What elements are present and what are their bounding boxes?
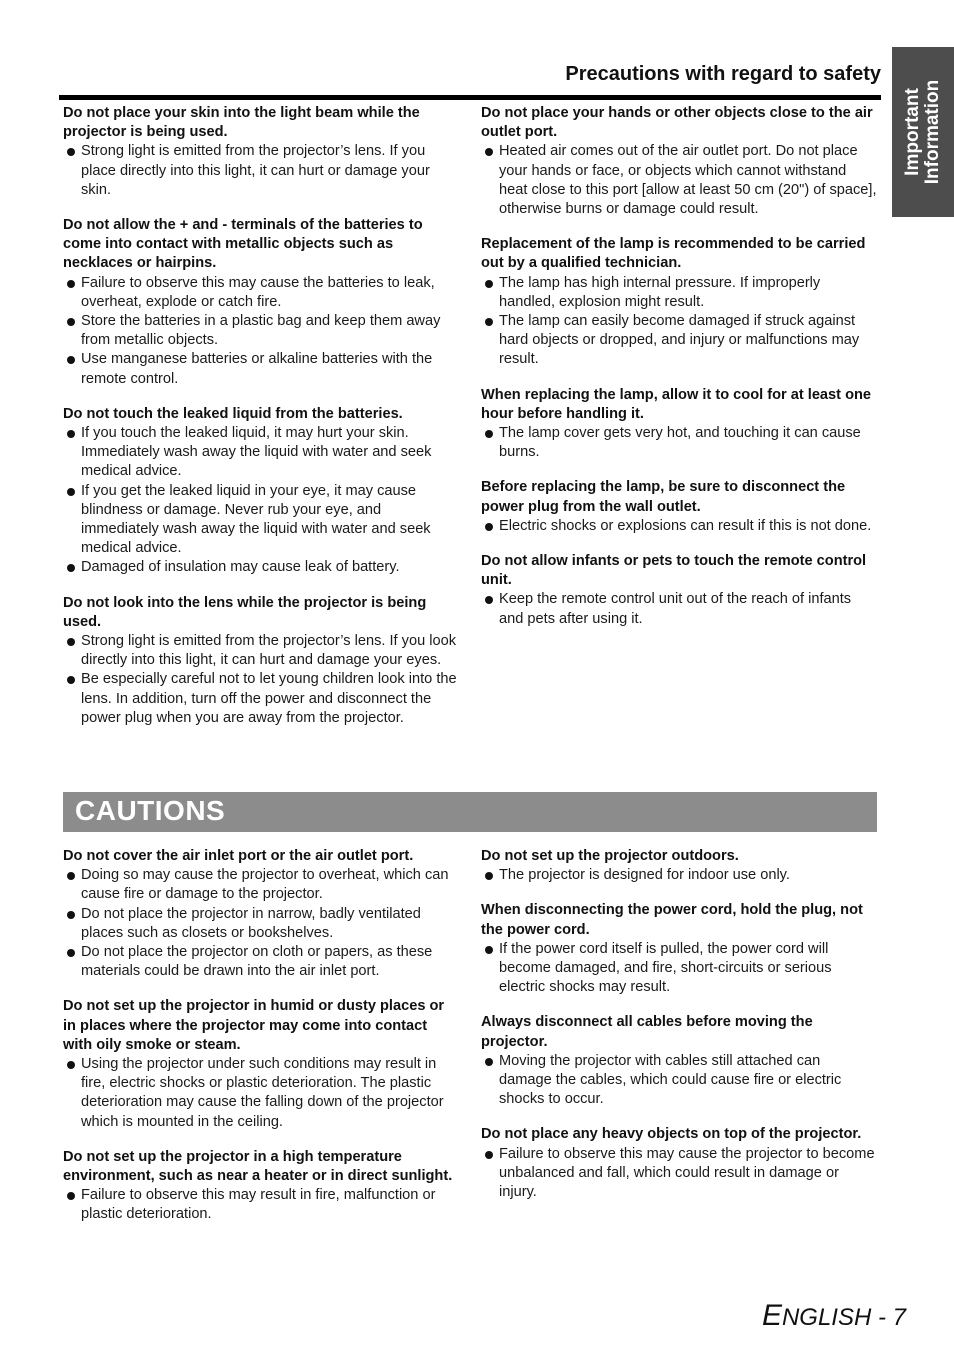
bottom-left-column — [63, 847, 459, 1241]
precaution-list — [481, 1052, 877, 1110]
precaution-list — [481, 866, 877, 885]
precaution-heading: Do not place any heavy objects on top of the projector. — [481, 1126, 862, 1143]
precaution-bullet: The lamp has high internal pressure. If improperly handled, explosion might result. — [481, 274, 877, 312]
precaution-bullet: Strong light is emitted from the projector’s lens. If you look directly into this light, it can hurt and damage your eyes. — [63, 632, 459, 670]
precaution-section — [63, 104, 459, 200]
precaution-bullet: Do not place the projector in narrow, badly ventilated places such as closets or bookshelves. — [63, 905, 459, 943]
precaution-bullet: If you get the leaked liquid in your eye, it may cause blindness or damage. Never rub your eye, and immediately wash away the liquid with water and seek medical advice. — [63, 482, 459, 559]
precaution-list — [481, 424, 877, 462]
precaution-section — [63, 847, 459, 981]
precaution-list — [481, 940, 877, 998]
precaution-bullet: Failure to observe this may result in fire, malfunction or plastic deterioration. — [63, 1186, 459, 1224]
top-left-column — [63, 104, 459, 744]
precaution-list — [481, 274, 877, 370]
precaution-bullet: Store the batteries in a plastic bag and keep them away from metallic objects. — [63, 312, 459, 350]
precaution-heading: Always disconnect all cables before moving the projector. — [481, 1014, 813, 1050]
precaution-bullet: Damaged of insulation may cause leak of battery. — [63, 558, 459, 577]
precaution-heading: Do not set up the projector outdoors. — [481, 848, 739, 864]
precaution-bullet: The projector is designed for indoor use only. — [481, 866, 877, 885]
section-tab-line-1: Important — [902, 88, 923, 176]
precaution-section — [63, 594, 459, 728]
precaution-bullet: Strong light is emitted from the projector’s lens. If you place directly into this light, it can hurt or damage your skin. — [63, 142, 459, 200]
footer-language-rest: NGLISH — [781, 1304, 872, 1331]
precaution-heading: When replacing the lamp, allow it to cool for at least one hour before handling it. — [481, 386, 872, 422]
top-right-column — [481, 104, 877, 645]
precaution-heading: Do not place your hands or other objects close to the air outlet port. — [481, 105, 873, 141]
precaution-heading: Do not look into the lens while the projector is being used. — [63, 594, 427, 630]
precaution-list — [481, 517, 877, 536]
precaution-bullet: Heated air comes out of the air outlet port. Do not place your hands or face, or objects which cannot withstand heat close to this port [allow at least 50 cm (20") of space], otherwise burns or damage could result. — [481, 142, 877, 219]
precaution-bullet: The lamp cover gets very hot, and touching it can cause burns. — [481, 424, 877, 462]
precaution-section — [481, 847, 877, 885]
precaution-list — [63, 1055, 459, 1132]
page-header-title: Precautions with regard to safety — [565, 63, 881, 85]
precaution-bullet: Be especially careful not to let young children look into the lens. In addition, turn off the power and disconnect the power plug when you are away from the projector. — [63, 670, 459, 728]
section-tab-line-2: Information — [922, 79, 943, 185]
precaution-section — [63, 997, 459, 1131]
precaution-list — [63, 632, 459, 728]
precaution-bullet: Moving the projector with cables still attached can damage the cables, which could cause fire or electric shocks to occur. — [481, 1052, 877, 1110]
precaution-bullet: Failure to observe this may cause the batteries to leak, overheat, explode or catch fire. — [63, 274, 459, 312]
footer-page-number: 7 — [892, 1304, 906, 1331]
precaution-heading: Do not cover the air inlet port or the air outlet port. — [63, 848, 414, 864]
header-rule — [59, 95, 881, 100]
precaution-list — [63, 424, 459, 578]
precaution-bullet: The lamp can easily become damaged if struck against hard objects or dropped, and injury or malfunctions may result. — [481, 312, 877, 370]
precaution-section — [481, 552, 877, 629]
precaution-section — [481, 1013, 877, 1109]
precaution-section — [63, 1148, 459, 1225]
precaution-bullet: If you touch the leaked liquid, it may hurt your skin. Immediately wash away the liquid with water and seek medical advice. — [63, 424, 459, 482]
precaution-heading: Do not touch the leaked liquid from the batteries. — [63, 405, 403, 422]
precaution-bullet: Electric shocks or explosions can result if this is not done. — [481, 517, 877, 536]
precaution-heading: Do not allow the + and - terminals of the batteries to come into contact with metallic objects such as necklaces or hairpins. — [63, 217, 423, 272]
page-footer — [762, 1300, 906, 1334]
precaution-heading: Do not allow infants or pets to touch the remote control unit. — [481, 553, 867, 589]
footer-language-initial: E — [761, 1299, 782, 1332]
cautions-heading-bar — [63, 792, 877, 832]
precaution-bullet: Keep the remote control unit out of the reach of infants and pets after using it. — [481, 590, 877, 628]
cautions-heading: CAUTIONS — [75, 795, 226, 826]
precaution-section — [481, 1125, 877, 1202]
precaution-list — [63, 142, 459, 200]
bottom-right-column — [481, 847, 877, 1218]
section-tab-label — [903, 80, 943, 185]
precaution-list — [481, 142, 877, 219]
precaution-bullet: Use manganese batteries or alkaline batteries with the remote control. — [63, 350, 459, 388]
precaution-heading: Before replacing the lamp, be sure to disconnect the power plug from the wall outlet. — [481, 479, 846, 515]
precaution-bullet: If the power cord itself is pulled, the power cord will become damaged, and fire, short-circuits or serious electric shocks may result. — [481, 940, 877, 998]
precaution-heading: Replacement of the lamp is recommended to be carried out by a qualified technician. — [481, 236, 866, 272]
precaution-section — [63, 216, 459, 389]
precaution-section — [481, 478, 877, 536]
precaution-list — [63, 1186, 459, 1224]
precaution-section — [481, 104, 877, 219]
precaution-list — [481, 590, 877, 628]
footer-separator: - — [871, 1304, 893, 1331]
precaution-heading: Do not set up the projector in a high temperature environment, such as near a heater or in direct sunlight. — [63, 1148, 453, 1185]
precaution-section — [481, 386, 877, 463]
precaution-bullet: Do not place the projector on cloth or papers, as these materials could be drawn into the air inlet port. — [63, 943, 459, 981]
precaution-section — [63, 405, 459, 578]
precaution-section — [481, 235, 877, 369]
precaution-heading: Do not set up the projector in humid or dusty places or in places where the projector may come into contact with oily smoke or steam. — [63, 998, 445, 1053]
precaution-heading: When disconnecting the power cord, hold the plug, not the power cord. — [481, 902, 863, 938]
precaution-list — [63, 866, 459, 981]
precaution-bullet: Failure to observe this may cause the projector to become unbalanced and fall, which could result in damage or injury. — [481, 1145, 877, 1203]
precaution-list — [481, 1145, 877, 1203]
precaution-section — [481, 901, 877, 997]
section-tab-important-information — [892, 47, 954, 217]
precaution-bullet: Using the projector under such conditions may result in fire, electric shocks or plastic deterioration. The plastic deterioration may cause the falling down of the projector which is mounted in the ceiling. — [63, 1055, 459, 1132]
precaution-list — [63, 274, 459, 389]
precaution-bullet: Doing so may cause the projector to overheat, which can cause fire or damage to the projector. — [63, 866, 459, 904]
precaution-heading: Do not place your skin into the light beam while the projector is being used. — [63, 105, 420, 141]
